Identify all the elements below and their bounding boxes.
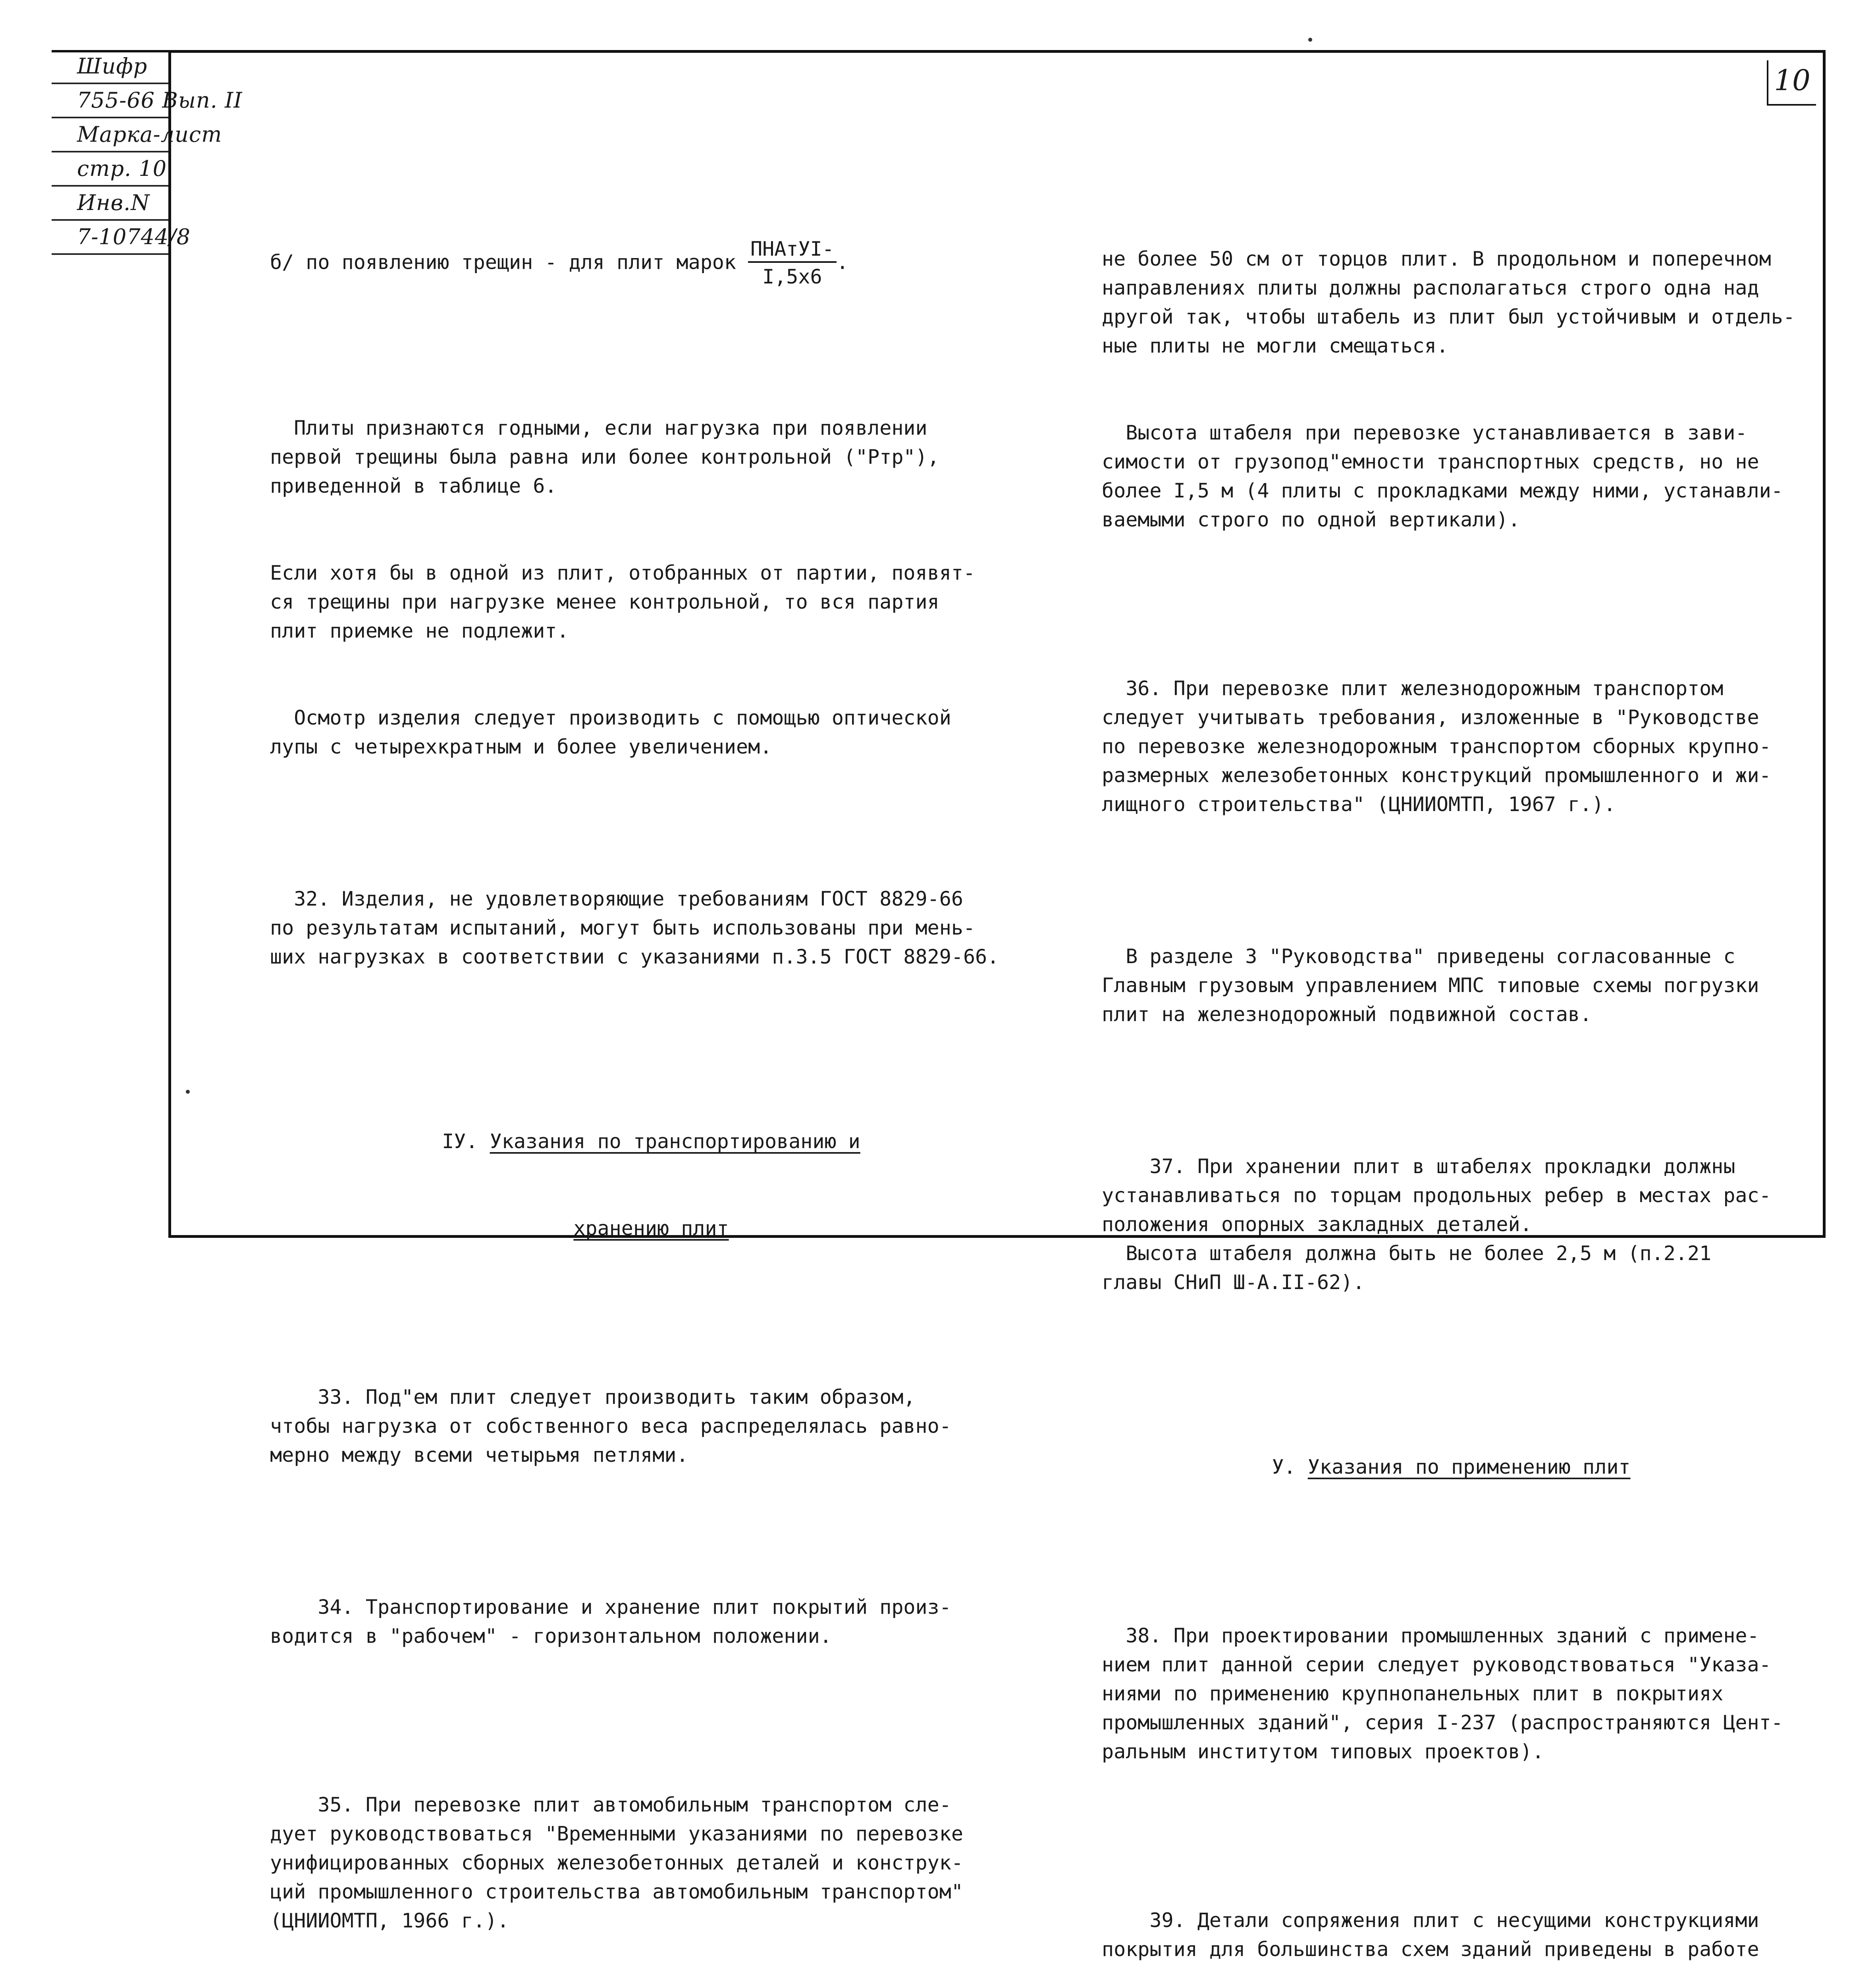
paragraph-acceptance: Плиты признаются годными, если нагрузка при появлении первой трещины была равна или более контрольной ("Ртр"), приведенной в таблице 6.	[270, 416, 939, 497]
title-stamp	[52, 50, 243, 255]
page-number: 10	[1767, 60, 1816, 106]
plate-mark-fraction	[748, 237, 837, 291]
paragraph-stack-height-transport: Высота штабеля при перевозке устанавливается в зави- симости от грузопод"емности транспортных средств, но не более I,5 м (4 плиты с прокладками между ними, устанавли- ваемыми строго по одной вертикали).	[1102, 421, 1783, 531]
paragraph-36-continued: В разделе 3 "Руководства" приведены согласованные с Главным грузовым управлением МПС типовые схемы погрузки плит на железнодорожный подвижной состав.	[1102, 945, 1759, 1026]
stamp-page: стр. 10	[52, 152, 171, 187]
section-4-heading	[270, 1127, 1032, 1156]
scan-speck	[186, 1090, 190, 1094]
left-column	[270, 179, 1032, 1985]
section-4-title-line2: хранению плит	[573, 1217, 729, 1240]
plate-mark-denominator: I,5x6	[762, 265, 822, 288]
stamp-inventory-number: 7-10744/8	[52, 221, 171, 255]
paragraph-37: 37. При хранении плит в штабелях прокладки должны устанавливаться по торцам продольных ребер в местах рас- положения опорных закладных деталей. Высота штабеля должна быть не более 2,5 м (п.2.21 главы СНиП Ш-А.II-62).	[1102, 1155, 1771, 1294]
paragraph-39: 39. Детали сопряжения плит с несущими конструкциями покрытия для большинства схем зданий приведены в работе	[1102, 1909, 1759, 1961]
section-5-heading	[1102, 1453, 1801, 1482]
paragraph-38: 38. При проектировании промышленных зданий с примене- нием плит данной серии следует руководствоваться "Указа- ниями по применению крупнопанельных плит в покрытиях промышленных зданий", серия I-237 (распространяются Цент- ральным институтом типовых проектов).	[1102, 1624, 1783, 1763]
paragraph-inspection: Осмотр изделия следует производить с помощью оптической лупы с четырехкратным и более увеличением.	[270, 706, 951, 758]
item-b	[270, 237, 1032, 291]
section-5-title: Указания по применению плит	[1307, 1455, 1631, 1478]
plate-mark-numerator: ПНАтУI-	[748, 237, 837, 263]
item-b-text: б/ по появлению трещин - для плит марок	[270, 251, 736, 274]
scan-speck	[1308, 38, 1312, 42]
section-4-number: IУ.	[442, 1130, 478, 1153]
paragraph-33: 33. Под"ем плит следует производить таким образом, чтобы нагрузка от собственного веса распределялась равно- мерно между всеми четырьмя петлями.	[270, 1386, 951, 1467]
section-5-number: У.	[1272, 1455, 1296, 1478]
paragraph-34: 34. Транспортирование и хранение плит покрытий произ- водится в "рабочем" - горизонтальном положении.	[270, 1596, 951, 1648]
section-4-heading-line2	[270, 1214, 1032, 1243]
paragraph-35: 35. При перевозке плит автомобильным транспортом сле- дует руководствоваться "Временными указаниями по перевозке унифицированных сборных железобетонных деталей и конструк- ций промышленного строительства автомобильным транспортом" (ЦНИИОМТП, 1966 г.).	[270, 1793, 963, 1932]
section-4-title-line1: Указания по транспортированию и	[490, 1130, 860, 1153]
paragraph-rejection: Если хотя бы в одной из плит, отобранных от партии, появят- ся трещины при нагрузке менее контрольной, то вся партия плит приемке не подлежит.	[270, 561, 976, 642]
stamp-inventory-label: Инв.N	[52, 187, 171, 221]
paragraph-36: 36. При перевозке плит железнодорожным транспортом следует учитывать требования, изложенные в "Руководстве по перевозке железнодорожным транспортом сборных крупно- размерных железобетонных конструкций промышленного и жи- лищного строительства" (ЦНИИОМТП, 1967 г.).	[1102, 677, 1771, 816]
item-b-dot: .	[836, 251, 848, 274]
right-column	[1102, 187, 1801, 1985]
paragraph-stacking: не более 50 см от торцов плит. В продольном и поперечном направлениях плиты должны располагаться строго одна над другой так, чтобы штабель из плит был устойчивым и отдель- ные плиты не могли смещаться.	[1102, 247, 1795, 357]
paragraph-32: 32. Изделия, не удовлетворяющие требованиям ГОСТ 8829-66 по результатам испытаний, могут быть использованы при мень- ших нагрузках в соответствии с указаниями п.3.5 ГОСТ 8829-66.	[270, 887, 999, 968]
stamp-code-label: Шифр	[52, 50, 171, 84]
stamp-sheet-label: Марка-лист	[52, 118, 171, 152]
stamp-series: 755-66 Вып. II	[52, 84, 171, 118]
